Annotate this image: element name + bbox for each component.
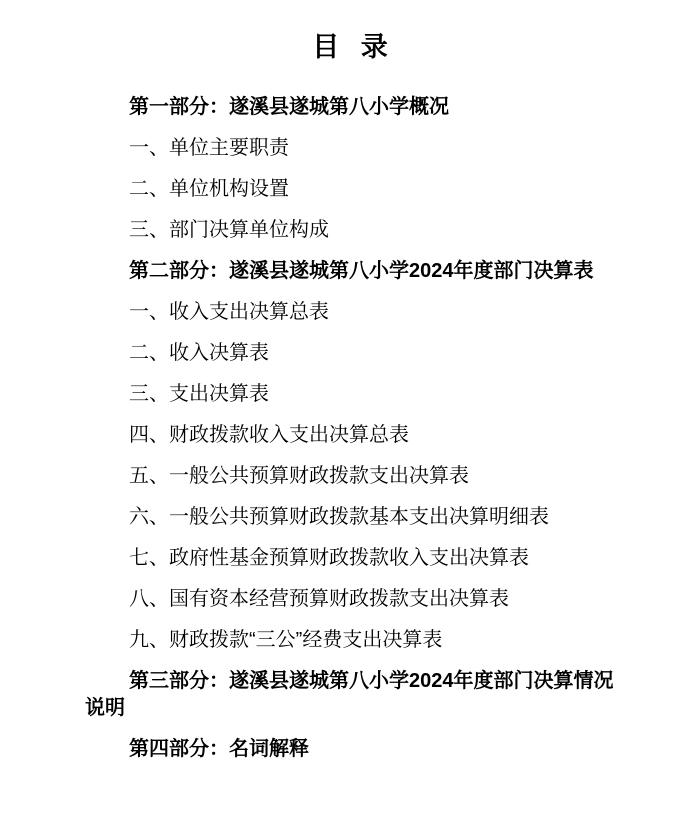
toc-item-1-1: 一、单位主要职责 [129, 137, 289, 159]
toc-item-2-3: 三、支出决算表 [129, 383, 269, 405]
toc-item-2-1: 一、收入支出决算总表 [129, 301, 329, 323]
toc-item-2-5: 五、一般公共预算财政拨款支出决算表 [129, 465, 469, 487]
page-title: 目 录 [312, 32, 389, 62]
toc-item-1-3: 三、部门决算单位构成 [129, 219, 329, 241]
toc-part-4: 第四部分：名词解释 [129, 738, 309, 760]
toc-part-1: 第一部分：遂溪县遂城第八小学概况 [129, 96, 449, 118]
toc-part-2: 第二部分：遂溪县遂城第八小学2024年度部门决算表 [129, 260, 594, 282]
toc-item-1-2: 二、单位机构设置 [129, 178, 289, 200]
toc-item-2-2: 二、收入决算表 [129, 342, 269, 364]
toc-item-2-9: 九、财政拨款“三公”经费支出决算表 [129, 629, 443, 651]
toc-item-2-7: 七、政府性基金预算财政拨款收入支出决算表 [129, 547, 529, 569]
table-of-contents [85, 94, 616, 763]
toc-item-2-4: 四、财政拨款收入支出决算总表 [129, 424, 409, 446]
toc-item-2-6: 六、一般公共预算财政拨款基本支出决算明细表 [129, 506, 549, 528]
toc-item-2-8: 八、国有资本经营预算财政拨款支出决算表 [129, 588, 509, 610]
toc-part-3: 第三部分：遂溪县遂城第八小学2024年度部门决算情况说明 [85, 670, 614, 719]
